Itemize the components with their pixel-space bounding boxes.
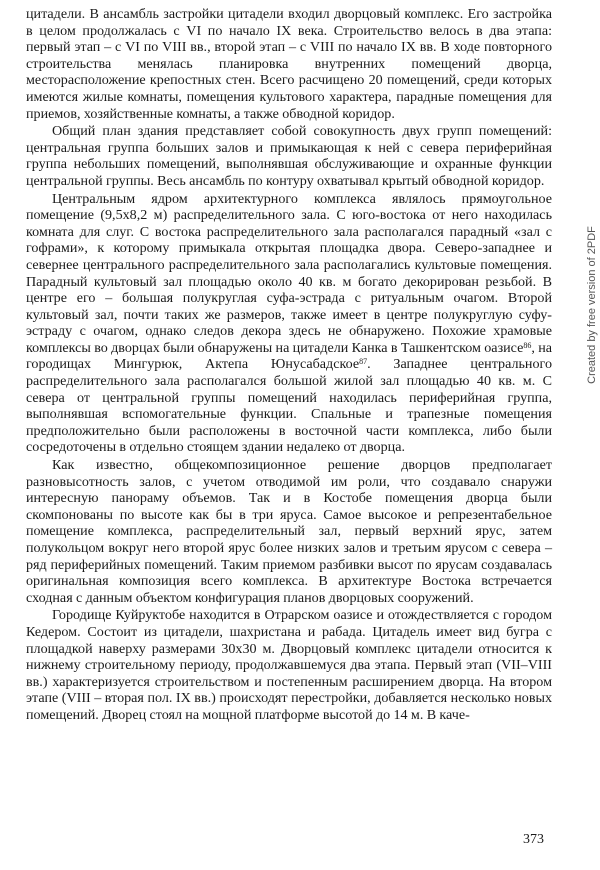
watermark [584, 155, 600, 455]
page-number: 373 [523, 832, 544, 847]
paragraph-3-text-b: , на городищах Мингурюк, Актепа Юнусабадское [26, 339, 553, 373]
paragraph-3-text-c: . Западнее центрального распределительного зала располагался большой жилой зал площадью 40 кв. м. С севера от центральной группы помещений находилась периферийная группа, выполнявшая вспомогательные функции. Спальные и трапезные помещения предположительно были расположены в восточной части комплекса, либо были сосредоточены в отдельно стоящем здании недалеко от дворца. [26, 356, 552, 456]
paragraph-4: Как известно, общекомпозиционное решение дворцов предполагает разновысотность залов, с учетом отводимой им роли, что создавало снаружи интересную панораму объемов. Так и в Костобе помещения дворца были скомпонованы по высоте как бы в три яруса. Самое высокое и репрезентабельное помещение комплекса, распределительный зал, первый верхний ярус, затем полукольцом вокруг него второй ярус более низких залов и третьим ярусом с севера – ряд периферийных помещений. Таким приемом разбивки высот по ярусам создавалась оригинальная композиция всего комплекса. В архитектуре Востока встречается сходная с данным объектом конфигурация планов дворцовых сооружений. [26, 457, 552, 606]
paragraph-3 [26, 191, 552, 457]
paragraph-5: Городище Куйруктобе находится в Отрарском оазисе и отождествляется с городом Кедером. Состоит из цитадели, шахристана и рабада. Цитадель имеет вид бугра с площадкой наверху размерами 30х30 м. Дворцовый комплекс цитадели относится к нижнему строительному периоду, продолжавшемуся два этапа. Первый этап (VII–VIII вв.) характеризуется строительством и постепенным расширением дворца. На втором этапе (VIII – вторая пол. IX вв.) происходят перестройки, добавляется несколько новых помещений. Дворец стоял на мощной платформе высотой до 14 м. В каче- [26, 607, 552, 723]
footnote-marker-86: 86 [523, 340, 532, 350]
paragraph-3-text-a: Центральным ядром архитектурного комплекса являлось прямоугольное помещение (9,5х8,2 м) распределительного зала. С юго-востока от него находилась комната для слуг. С востока распределительного зала располагался парадный «зал с гофрами», к которому примыкала открытая площадка двора. Северо-западнее и севернее центрального распределительного зала располагались культовые помещения. Парадный культовый зал площадью около 40 кв. м богато декорирован резьбой. В центре его – большая полукруглая суфа-эстрада с ритуальным очагом. Второй культовый зал, почти таких же размеров, также имеет в центре полукруглую суфу-эстраду с очагом, однако следов декора здесь не обнаружено. Похожие храмовые комплексы во дворцах были обнаружены на цитадели Канка в Ташкентском оазисе [26, 190, 552, 356]
page-body [26, 6, 552, 724]
footnote-marker-87: 87 [359, 357, 368, 367]
watermark-text: Created by free version of 2PDF [586, 226, 598, 384]
paragraph-2: Общий план здания представляет собой совокупность двух групп помещений: центральная группа больших залов и примыкающая к ней с севера периферийная группа небольших помещений, выполнявшая обслуживающие и охранные функции центральной группы. Весь ансамбль по контуру охватывал крытый обводной коридор. [26, 123, 552, 189]
paragraph-1: цитадели. В ансамбль застройки цитадели входил дворцовый комплекс. Его застройка в целом продолжалась с VI по начало IX века. Строительство велось в два этапа: первый этап – с VI по VIII вв., второй этап – с VIII по начало IX вв. В ходе повторного строительства менялась планировка внутренних помещений дворца, месторасположение крепостных стен. Всего расчищено 20 помещений, среди которых имеются жилые комнаты, помещения культового характера, парадные помещения для приемов, хозяйственные комнаты, а также обводной коридор. [26, 6, 552, 122]
